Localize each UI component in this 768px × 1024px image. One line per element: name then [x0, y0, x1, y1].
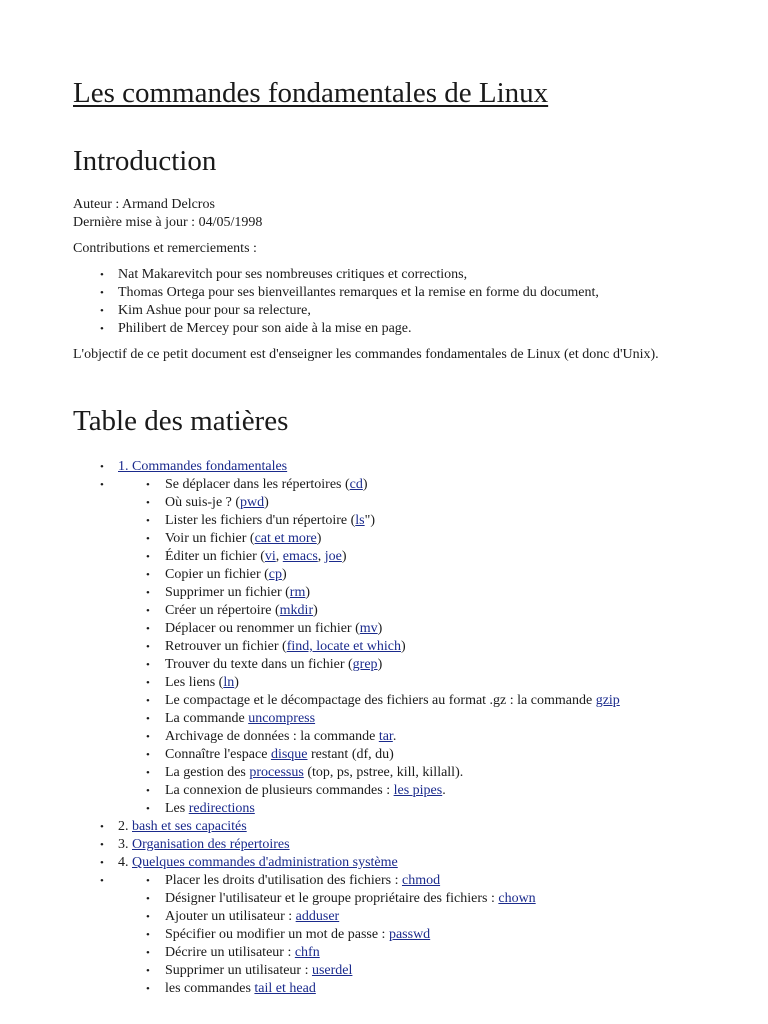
toc-section-number: 4.	[118, 855, 132, 870]
toc-subitem-text: )	[400, 639, 406, 654]
toc-subitem-text: Lister les fichiers d'un répertoire (	[165, 513, 356, 528]
toc-subitem	[119, 656, 620, 674]
toc-subitem-text: La commande	[165, 711, 249, 726]
toc-sublist-1	[73, 476, 620, 818]
section-heading-toc: Table des matières	[73, 405, 289, 437]
toc-section-2	[73, 818, 620, 836]
toc-subitem-text: )	[362, 477, 368, 492]
toc-subitem-link[interactable]: grep	[352, 657, 378, 672]
toc-subitem	[119, 872, 620, 890]
toc-subitem-text: )	[377, 657, 383, 672]
toc-subitem-link[interactable]: cat et more	[254, 531, 317, 546]
toc-subitem	[119, 764, 620, 782]
contributor-item: • Philibert de Mercey pour son aide à la mise en page.	[73, 320, 599, 338]
toc-subitem-link[interactable]: passwd	[388, 927, 431, 942]
toc-subitem-text: )	[377, 621, 383, 636]
toc-subitem	[119, 512, 620, 530]
author-line: Auteur : Armand Delcros	[73, 197, 215, 212]
toc-subitem	[119, 728, 620, 746]
toc-subitem	[119, 476, 620, 494]
toc-subitem	[119, 782, 620, 800]
toc-subitem-text: Archivage de données : la commande	[165, 729, 379, 744]
toc-section-number: 3.	[118, 837, 132, 852]
toc-link-section-1[interactable]: 1. Commandes fondamentales	[118, 459, 288, 474]
toc-subitem-text: les commandes	[165, 981, 255, 996]
toc-subitem-text: Spécifier ou modifier un mot de passe :	[165, 927, 389, 942]
toc-subitem-text: Les	[165, 801, 189, 816]
toc-subitem-text: .	[442, 783, 446, 798]
toc-subitem-link[interactable]: mkdir	[279, 603, 314, 618]
toc-subitem-link[interactable]: find, locate et which	[286, 639, 401, 654]
toc-subitem-text: )	[316, 531, 322, 546]
toc-subitem-text: )	[305, 585, 311, 600]
toc-subitem-link[interactable]: vi	[264, 549, 276, 564]
toc-subitem-link[interactable]: chown	[498, 891, 536, 906]
toc-subitem-text: restant (df, du)	[307, 747, 394, 762]
toc-subitem-text: Déplacer ou renommer un fichier (	[165, 621, 360, 636]
toc-section-4	[73, 854, 620, 872]
table-of-contents	[73, 458, 620, 998]
toc-subitem-link[interactable]: cd	[349, 477, 363, 492]
contributors-list	[73, 266, 599, 338]
toc-subitem-link[interactable]: rm	[289, 585, 306, 600]
toc-subitem-text: Retrouver un fichier (	[165, 639, 287, 654]
toc-subitem-text: Désigner l'utilisateur et le groupe propriétaire des fichiers :	[165, 891, 499, 906]
toc-subitem-text: Supprimer un utilisateur :	[165, 963, 312, 978]
toc-subitem	[119, 890, 620, 908]
toc-link-section-3[interactable]: Organisation des répertoires	[132, 837, 290, 852]
toc-subitem-link[interactable]: adduser	[295, 909, 340, 924]
toc-subitem-link[interactable]: pwd	[240, 495, 265, 510]
toc-section-3	[73, 836, 620, 854]
toc-subitem-text: .	[392, 729, 397, 744]
toc-subitem-link[interactable]: chmod	[401, 873, 441, 888]
toc-subitem-text: Éditer un fichier (	[165, 549, 265, 564]
toc-link-section-4[interactable]: Quelques commandes d'administration système	[132, 855, 398, 870]
document-title: Les commandes fondamentales de Linux	[73, 77, 549, 109]
toc-subitem-text: ,	[317, 549, 325, 564]
toc-subitem-text: Trouver du texte dans un fichier (	[165, 657, 353, 672]
toc-subitem-text: )	[313, 603, 318, 618]
toc-subitem-text: Placer les droits d'utilisation des fichiers :	[165, 873, 402, 888]
toc-subitem-link[interactable]: mv	[359, 621, 378, 636]
contributions-label: Contributions et remerciements :	[73, 241, 257, 256]
toc-subitem-text: Créer un répertoire (	[165, 603, 280, 618]
toc-subitem-link[interactable]: cp	[268, 567, 283, 582]
toc-subitem-text: )	[282, 567, 287, 582]
toc-subitem-text: )	[264, 495, 269, 510]
toc-subitem	[119, 944, 620, 962]
contributor-item: • Nat Makarevitch pour ses nombreuses critiques et corrections,	[73, 266, 599, 284]
toc-subitem	[119, 962, 620, 980]
document-meta	[73, 196, 262, 232]
toc-subitem	[119, 530, 620, 548]
toc-section-4-subitems	[73, 872, 620, 998]
toc-subitem-link[interactable]: processus	[249, 765, 304, 780]
toc-subitem-link[interactable]: disque	[270, 747, 308, 762]
toc-subitem-link[interactable]: redirections	[188, 801, 255, 816]
toc-subitem-link[interactable]: tail et head	[254, 981, 316, 996]
toc-subitem-link[interactable]: ln	[223, 675, 235, 690]
toc-subitem-text: La connexion de plusieurs commandes :	[165, 783, 394, 798]
toc-sublist-4	[73, 872, 620, 998]
toc-subitem-text: Décrire un utilisateur :	[165, 945, 295, 960]
toc-subitem	[119, 746, 620, 764]
toc-subitem	[119, 584, 620, 602]
toc-subitem	[119, 602, 620, 620]
toc-subitem	[119, 800, 620, 818]
toc-subitem	[119, 494, 620, 512]
contributor-item: • Thomas Ortega pour ses bienveillantes remarques et la remise en forme du document,	[73, 284, 599, 302]
toc-subitem-text: )	[341, 549, 347, 564]
toc-subitem-text: ")	[364, 513, 376, 528]
toc-subitem-link[interactable]: joe	[324, 549, 342, 564]
toc-section-1	[73, 458, 620, 476]
toc-subitem-link[interactable]: les pipes	[393, 783, 443, 798]
toc-subitem-text: ,	[275, 549, 283, 564]
toc-subitem-link[interactable]: ls	[355, 513, 365, 528]
toc-subitem-text: Voir un fichier (	[165, 531, 255, 546]
toc-subitem-text: Connaître l'espace	[165, 747, 271, 762]
toc-subitem-link[interactable]: userdel	[311, 963, 353, 978]
toc-subitem	[119, 566, 620, 584]
toc-subitem-text: Supprimer un fichier (	[165, 585, 290, 600]
toc-subitem-text: Le compactage et le décompactage des fichiers au format .gz : la commande	[165, 693, 596, 708]
toc-subitem	[119, 692, 620, 710]
objective-paragraph: L'objectif de ce petit document est d'enseigner les commandes fondamentales de Linux (et donc d'Unix).	[73, 347, 659, 362]
toc-subitem-text: Ajouter un utilisateur :	[165, 909, 296, 924]
toc-subitem	[119, 908, 620, 926]
last-updated-line: Dernière mise à jour : 04/05/1998	[73, 215, 263, 230]
toc-subitem-text: Copier un fichier (	[165, 567, 269, 582]
toc-subitem	[119, 926, 620, 944]
toc-subitem-text: (top, ps, pstree, kill, killall).	[303, 765, 464, 780]
toc-section-number: 2.	[118, 819, 132, 834]
toc-subitem-text: Où suis-je ? (	[165, 495, 241, 510]
toc-subitem-text: La gestion des	[165, 765, 250, 780]
toc-subitem-text: )	[234, 675, 239, 690]
toc-subitem	[119, 710, 620, 728]
toc-subitem	[119, 638, 620, 656]
contributor-item: • Kim Ashue pour pour sa relecture,	[73, 302, 599, 320]
toc-subitem-link[interactable]: chfn	[294, 945, 320, 960]
toc-subitem-link[interactable]: uncompress	[248, 711, 316, 726]
toc-subitem-link[interactable]: tar	[378, 729, 393, 744]
section-heading-introduction: Introduction	[73, 145, 217, 177]
toc-subitem	[119, 674, 620, 692]
toc-subitem-link[interactable]: gzip	[595, 693, 620, 708]
toc-subitem	[119, 620, 620, 638]
toc-subitem-text: Les liens (	[165, 675, 224, 690]
toc-section-1-subitems	[73, 476, 620, 818]
toc-subitem	[119, 548, 620, 566]
toc-subitem-link[interactable]: emacs	[282, 549, 318, 564]
toc-link-section-2[interactable]: bash et ses capacités	[132, 819, 247, 834]
toc-subitem	[119, 980, 620, 998]
toc-subitem-text: Se déplacer dans les répertoires (	[165, 477, 350, 492]
